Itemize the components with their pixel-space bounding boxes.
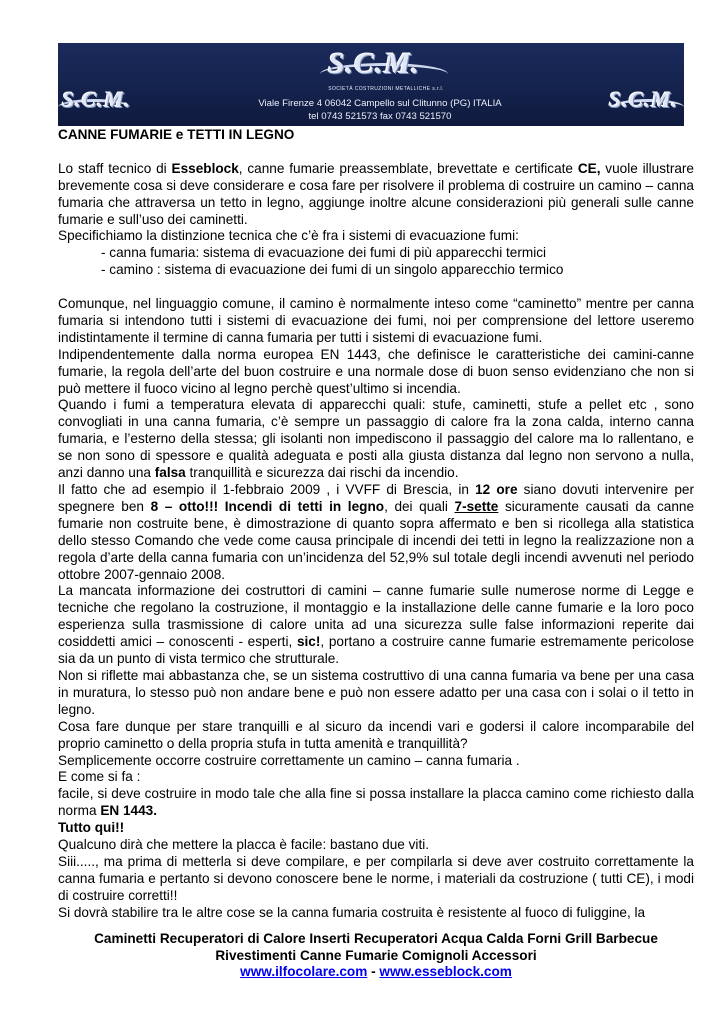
list-item: - canna fumaria: sistema di evacuazione dei fumi di più apparecchi termici <box>101 245 547 261</box>
paragraph: Qualcuno dirà che mettere la placca è facile: bastano due viti. <box>58 837 430 853</box>
footer-products-line: Rivestimenti Canne Fumarie Comignoli Accessori <box>215 947 537 963</box>
paragraph: Quando i fumi a temperatura elevata di apparecchi quali: stufe, caminetti, stufe a pellet etc , sono convogliati in una canna fumaria, c’è sempre un passaggio di calore fra la zona calda, interno canna fumaria, e l’esterno della stessa; gli isolanti non impediscono il passaggio del calore ma lo rallentano, e se non sono di spessore e qualità adeguata e posti alla giusta distanza dal legno non servono a nulla, anzi danno una falsa tranquillità e sicurezza dai rischi da incendio. <box>58 397 694 481</box>
spacer <box>58 279 694 296</box>
esseblock-link[interactable]: www.esseblock.com <box>379 964 512 980</box>
company-name: SOCIETÀ COSTRUZIONI METALLICHE s.r.l. <box>328 86 444 92</box>
paragraph-definition: Specifichiamo la distinzione tecnica che c’è fra i sistemi di evacuazione fumi: <box>58 228 519 244</box>
article-title: CANNE FUMARIE e TETTI IN LEGNO <box>58 127 295 142</box>
footer-links <box>58 964 694 981</box>
header-banner <box>58 43 684 126</box>
paragraph: Semplicemente occorre costruire correttamente un camino – canna fumaria . <box>58 752 520 768</box>
company-contacts: tel 0743 521573 fax 0743 521570 <box>308 111 452 122</box>
page-footer <box>58 931 694 981</box>
paragraph: Il fatto che ad esempio il 1-febbraio 2009 , i VVFF di Brescia, in 12 ore siano dovuti intervenire per spegnere ben 8 – otto!!! Incendi di tetti in legno, dei quali 7-sette sicuramente causati da canne fumarie non costruite bene, è dimostrazione di quanto sopra affermato e ben si ricollega alla statistica dello stesso Comando che vede come causa principale di incendi dei tetti in legno la realizzazione non a regola d’arte della canna fumaria con un’incidenza del 52,9% sul totale degli incendi avvenuti nel periodo ottobre 2007-gennaio 2008. <box>58 482 695 582</box>
paragraph: Indipendentemente dalla norma europea EN 1443, che definisce le caratteristiche dei camini-canne fumarie, la regola dell’arte del buon costruire e una normale dose di buon senso evidenziano che non si può mettere il fuoco vicino al legno perchè quest’ultimo si incendia. <box>58 346 694 396</box>
ilfocolare-link[interactable]: www.ilfocolare.com <box>240 964 368 980</box>
footer-products-line: Caminetti Recuperatori di Calore Inserti Recuperatori Acqua Calda Forni Grill Barbecue <box>94 931 658 946</box>
paragraph: E come si fa : <box>58 769 141 785</box>
article-body <box>58 127 694 922</box>
link-separator: - <box>367 964 380 980</box>
company-logo-center: S.C.M. <box>328 47 420 80</box>
paragraph: Si dovrà stabilire tra le altre cose se la canna fumaria costruita è resistente al fuoco di fuliggine, la <box>58 904 646 920</box>
paragraph: La mancata informazione dei costruttori di camini – canne fumarie sulle numerose norme di Legge e tecniche che regolano la costruzione, il montaggio e la installazione delle canne fumarie e la loro poco esperienza sulla trasmissione di calore unita ad una sicurezza sulle false informazioni reperite dai cosiddetti amici – conoscenti - esperti, sic!, portano a costruire canne fumarie estremamente pericolose sia da un punto di vista termico che strutturale. <box>58 583 695 667</box>
paragraph: Siii....., ma prima di metterla si deve compilare, e per compilarla si deve aver costruito correttamente la canna fumaria e pertanto si devono conoscere bene le norme, i materiali da costruzione ( tutti CE), i modi di costruire corretti!! <box>58 853 694 903</box>
company-logo-left: S.C.M. <box>62 87 131 112</box>
paragraph-intro: Lo staff tecnico di Esseblock, canne fumarie preassemblate, brevettate e certificate CE, vuole illustrare brevemente cosa si deve considerare e cosa fare per risolvere il problema di costruire un camino – canna fumaria che attraversa un tetto in legno, aggiunge inoltre alcune considerazioni più generali sulle canne fumarie e sull’uso dei caminetti. <box>58 160 694 227</box>
paragraph: Non si riflette mai abbastanza che, se un sistema costruttivo di una canna fumaria va bene per una casa in muratura, lo stesso può non andare bene e può non essere adatto per una casa con i solai o il tetto in legno. <box>58 667 694 717</box>
list-item: - camino : sistema di evacuazione dei fumi di un singolo apparecchio termico <box>101 262 564 278</box>
company-logo-right: S.C.M. <box>609 87 678 112</box>
paragraph: Comunque, nel linguaggio comune, il camino è normalmente inteso come “caminetto” mentre per canna fumaria si intendono tutti i sistemi di evacuazione dei fumi, noi per comprensione del lettore useremo indistintamente il termine di canna fumaria per tutti i sistemi di evacuazione fumi. <box>58 296 694 345</box>
company-address: Viale Firenze 4 06042 Campello sul Clitunno (PG) ITALIA <box>258 98 502 109</box>
paragraph: Tutto qui!! <box>58 820 125 836</box>
paragraph: Cosa fare dunque per stare tranquilli e al sicuro da incendi vari e godersi il calore incomparabile del proprio caminetto o della propria stufa in tutta amenità e tranquillità? <box>58 718 694 751</box>
paragraph: facile, si deve costruire in modo tale che alla fine si possa installare la placca camino come richiesto dalla norma EN 1443. <box>58 786 694 819</box>
